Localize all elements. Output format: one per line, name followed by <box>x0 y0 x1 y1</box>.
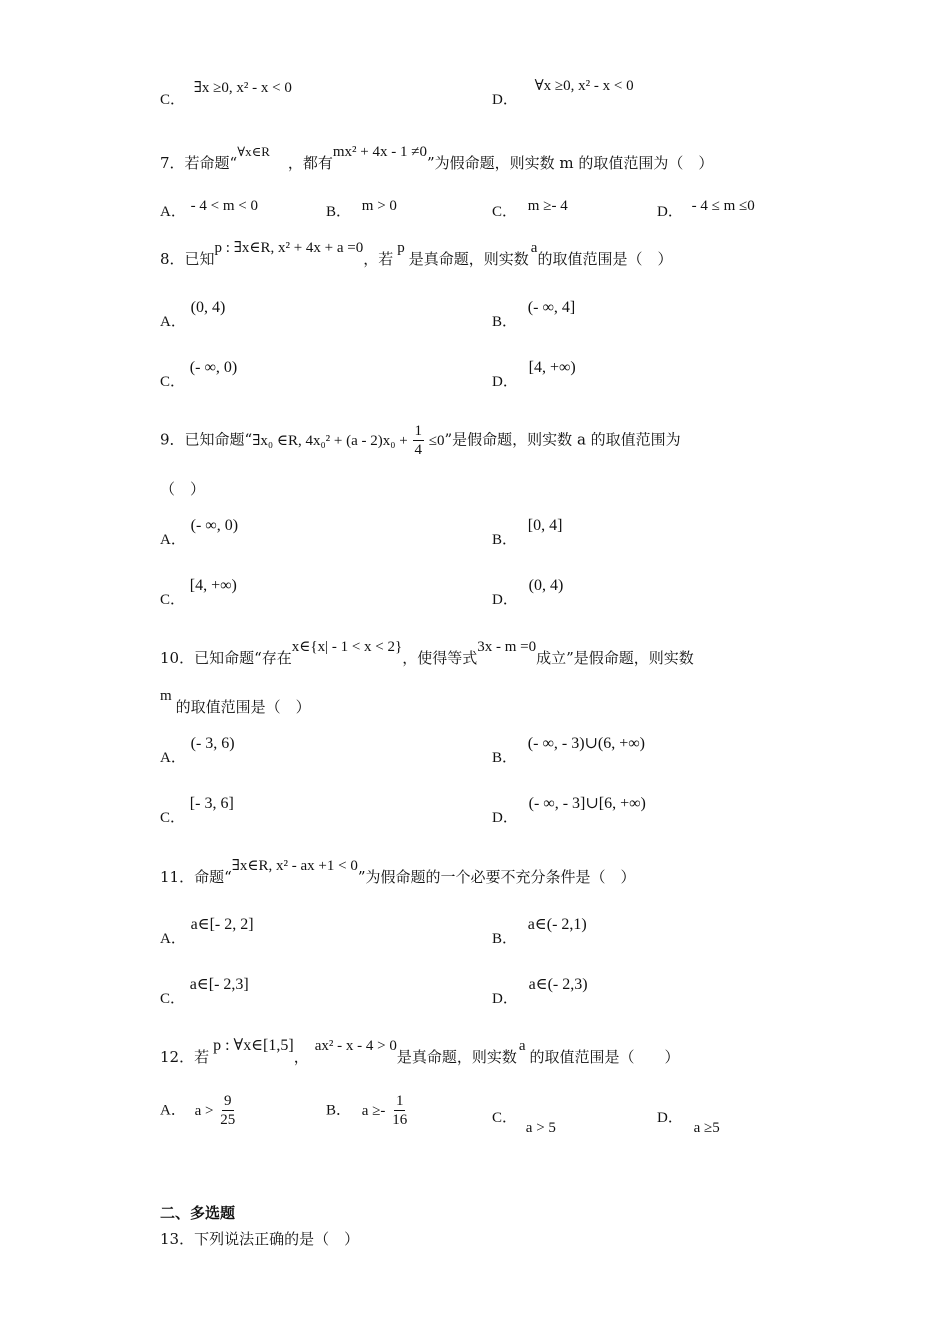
fraction-denominator: 4 <box>414 442 422 458</box>
q9-option-d <box>492 577 564 609</box>
q8-option-c <box>160 359 238 391</box>
q12-option-b <box>326 1092 409 1129</box>
math-expression: ∃x∈R, x² - ax +1 < 0 <box>231 858 358 874</box>
q6-option-c <box>160 80 292 109</box>
math-expression: a <box>518 1038 526 1054</box>
q11-option-c <box>160 976 249 1008</box>
question-8-stem <box>160 240 673 269</box>
q11-option-a <box>160 916 254 948</box>
math-expression: [0, 4] <box>527 517 563 534</box>
math-expression: a ≥5 <box>693 1120 720 1136</box>
fraction-numerator: 1 <box>395 1093 404 1109</box>
question-11-stem <box>160 858 636 887</box>
q10-option-c <box>160 795 234 827</box>
q12-option-d <box>657 1106 720 1136</box>
option-label: A． <box>160 931 186 947</box>
fraction <box>218 1092 237 1129</box>
option-label: B． <box>326 204 352 220</box>
math-expression: (0, 4) <box>528 577 564 594</box>
math-expression: (- ∞, 0) <box>190 517 239 534</box>
option-label: C． <box>492 1110 518 1126</box>
math-expression: [4, +∞) <box>528 359 576 376</box>
stem-text: 的取值范围是（ ） <box>175 698 311 716</box>
math-expression: a∈[- 2,3] <box>189 976 249 993</box>
q7-option-a <box>160 200 258 221</box>
q7-option-c <box>492 200 568 221</box>
math-expression: m <box>160 688 172 704</box>
fraction <box>413 422 425 459</box>
stem-text: ”为假命题的一个必要不充分条件是（ ） <box>357 868 636 886</box>
math-expression: (- ∞, 0) <box>189 359 238 376</box>
math-expression: a > 5 <box>525 1120 556 1136</box>
option-label: C． <box>160 92 186 108</box>
math-expression: ∀x∈R <box>237 144 270 159</box>
math-expression: a∈(- 2,1) <box>527 916 587 933</box>
math-expression: a∈(- 2,3) <box>528 976 588 993</box>
q8-option-a <box>160 299 226 331</box>
option-label: A． <box>160 750 186 766</box>
stem-text: 10．已知命题“存在 <box>160 649 292 667</box>
q9-option-c <box>160 577 237 609</box>
math-expression: ax² - x - 4 > 0 <box>314 1038 397 1054</box>
math-expression: x∈{x| - 1 < x < 2} <box>291 639 403 655</box>
stem-text: ”是假命题，则实数 a 的取值范围为 <box>444 430 681 449</box>
stem-text: ，若 <box>363 250 394 268</box>
option-label: B． <box>492 931 518 947</box>
stem-text: 12．若 <box>160 1048 210 1066</box>
q9-option-b <box>492 517 563 549</box>
math-expression: a > <box>194 1102 214 1119</box>
stem-text: ，使得等式 <box>402 649 478 667</box>
math-expression: a <box>530 240 538 256</box>
math-expression: a ≥- <box>361 1102 386 1119</box>
stem-text: ”为假命题，则实数 m 的取值范围为（ ） <box>426 154 714 172</box>
q9-paren: （ ） <box>160 480 206 498</box>
math-expression: - 4 ≤ m ≤0 <box>691 198 755 214</box>
option-label: B． <box>326 1102 352 1119</box>
math-expression: (- ∞, 4] <box>527 299 576 316</box>
option-label: C． <box>492 204 518 220</box>
option-label: C． <box>160 592 186 608</box>
q10-option-b <box>492 735 646 767</box>
option-label: B． <box>492 532 518 548</box>
option-label: D． <box>492 92 518 108</box>
math-expression: [- 3, 6] <box>189 795 234 812</box>
math-expression: p : ∃x∈R, x² + 4x + a =0 <box>214 240 364 256</box>
question-12-stem <box>160 1037 680 1067</box>
math-expression: ∀x ≥0, x² - x < 0 <box>534 78 634 94</box>
stem-text: 的取值范围是（ ） <box>529 1048 680 1066</box>
q10-option-a <box>160 735 235 767</box>
math-expression: [4, +∞) <box>189 577 237 594</box>
option-label: D． <box>657 1110 683 1126</box>
math-expression: 3x - m =0 <box>477 639 537 655</box>
option-label: C． <box>160 374 186 390</box>
q10-option-d <box>492 795 646 827</box>
math-expression: (0, 4) <box>190 299 226 316</box>
stem-text: 是真命题，则实数 <box>408 250 529 268</box>
stem-text: 成立”是假命题，则实数 <box>536 649 694 667</box>
q11-option-d <box>492 976 588 1008</box>
math-expression: mx² + 4x - 1 ≠0 <box>332 144 427 160</box>
section-title: 二、多选题 <box>160 1204 236 1222</box>
fraction-denominator: 25 <box>220 1112 236 1128</box>
stem-text: 9．已知命题“ <box>160 430 253 449</box>
option-label: A． <box>160 532 186 548</box>
option-label: D． <box>492 991 518 1007</box>
q9-option-a <box>160 517 239 549</box>
option-label: A． <box>160 1102 186 1119</box>
math-expression: m > 0 <box>361 198 397 214</box>
option-label: D． <box>492 810 518 826</box>
option-label: D． <box>492 374 518 390</box>
stem-text: ， <box>293 1048 309 1066</box>
math-expression: (- ∞, - 3)∪(6, +∞) <box>527 735 646 752</box>
q12-option-a <box>160 1092 237 1129</box>
stem-text: 8．已知 <box>160 250 215 268</box>
q11-option-b <box>492 916 587 948</box>
stem-text: ，都有 <box>287 154 333 172</box>
stem-text: 11．命题“ <box>160 868 232 886</box>
q6-option-d <box>492 78 634 109</box>
math-expression: ∃x₀ ∈R, 4x₀² + (a - 2)x₀ + <box>252 432 408 449</box>
math-expression: ≤0 <box>428 432 445 449</box>
stem-text: 是真命题，则实数 <box>396 1048 517 1066</box>
option-label: C． <box>160 810 186 826</box>
option-label: B． <box>492 750 518 766</box>
option-label: A． <box>160 204 186 220</box>
question-7-stem <box>160 144 714 173</box>
stem-text: 的取值范围是（ ） <box>537 250 673 268</box>
option-label: A． <box>160 314 186 330</box>
option-label: C． <box>160 991 186 1007</box>
option-label: B． <box>492 314 518 330</box>
question-10-stem-cont <box>160 688 311 717</box>
stem-text: 7．若命题“ <box>160 154 238 172</box>
math-expression: ∃x ≥0, x² - x < 0 <box>193 80 292 96</box>
question-9-stem <box>160 422 681 459</box>
q12-option-c <box>492 1106 556 1136</box>
q7-option-d <box>657 200 755 221</box>
math-expression: p <box>397 240 405 256</box>
fraction-denominator: 16 <box>392 1112 408 1128</box>
fraction-numerator: 9 <box>224 1093 232 1109</box>
fraction-numerator: 1 <box>414 423 422 439</box>
q8-option-d <box>492 359 576 391</box>
math-expression: p : ∀x∈[1,5] <box>213 1037 294 1054</box>
q7-option-b <box>326 200 397 221</box>
option-label: D． <box>657 204 683 220</box>
fraction <box>390 1092 409 1129</box>
question-13-stem: 13．下列说法正确的是（ ） <box>160 1230 360 1248</box>
math-expression: a∈[- 2, 2] <box>190 916 254 933</box>
math-expression: (- 3, 6) <box>190 735 235 752</box>
question-10-stem <box>160 639 694 668</box>
math-expression: (- ∞, - 3]∪[6, +∞) <box>528 795 646 812</box>
option-label: D． <box>492 592 518 608</box>
math-expression: - 4 < m < 0 <box>190 198 258 214</box>
math-expression: m ≥- 4 <box>527 198 568 214</box>
q8-option-b <box>492 299 576 331</box>
